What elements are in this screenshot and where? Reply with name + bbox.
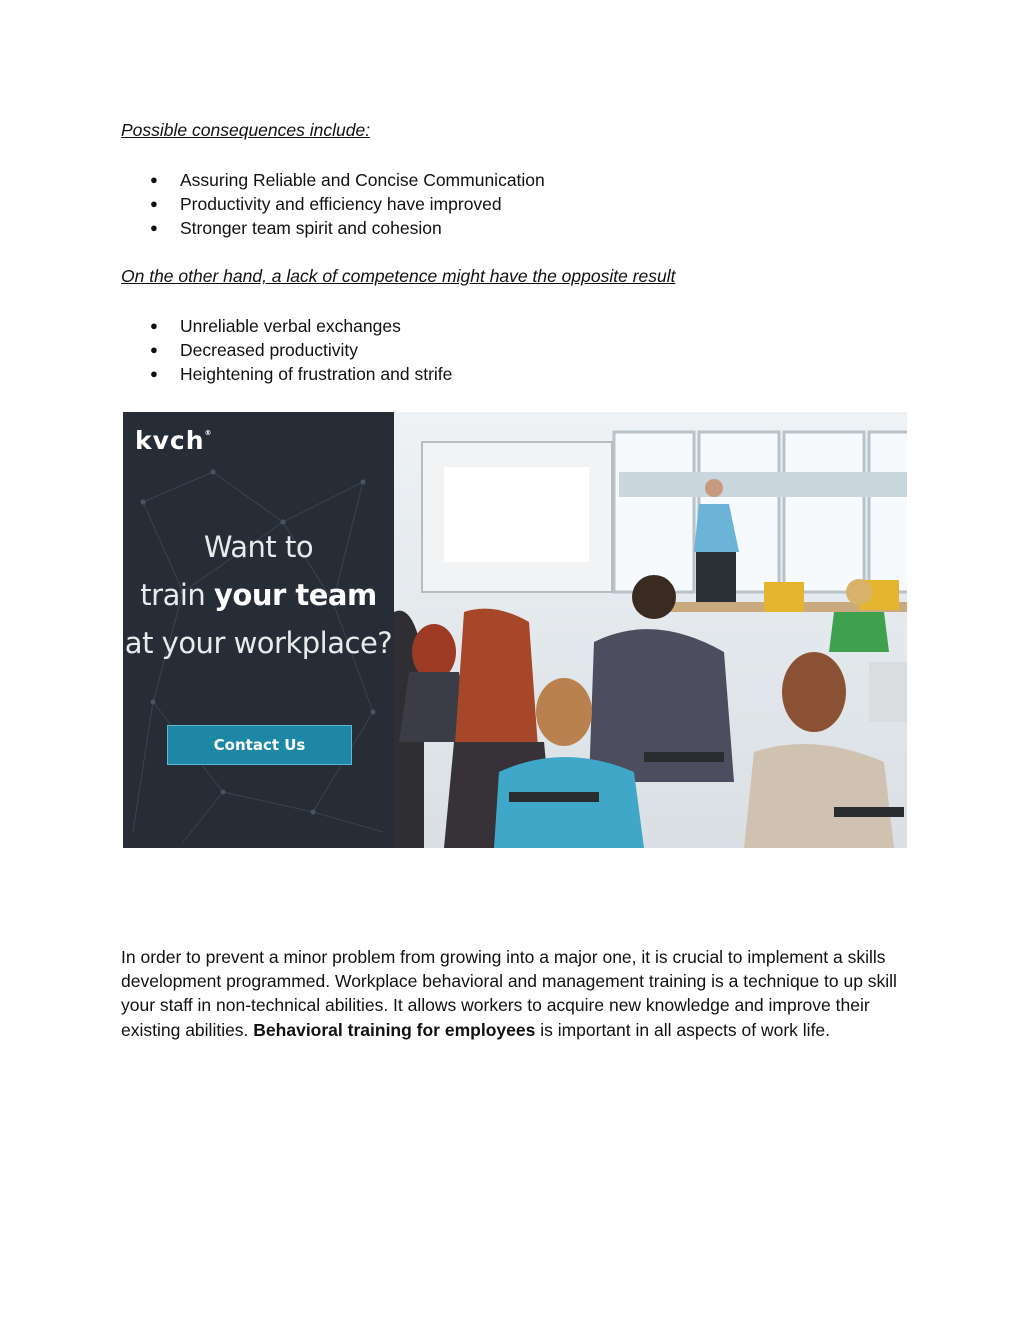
list-item: ● Productivity and efficiency have improved [150,194,502,214]
classroom-training-photo [394,412,907,848]
promo-headline-line3: at your workplace? [124,626,393,660]
consequences-list [150,168,545,240]
kvch-logo: kvch® [135,426,213,455]
skills-development-paragraph: In order to prevent a minor problem from growing into a major one, it is crucial to implement a skills development programmed. Workplace behavioral and management training is a technique to up skill your staff in non-technical abilities. It allows workers to acquire new knowledge and improve their existing abilities. Behavioral training for employees is important in all aspects of work life. [121,947,897,1040]
list-item: ● Unreliable verbal exchanges [150,316,401,336]
bold-emphasis: Behavioral training for employees [253,1019,536,1040]
bullet-icon: ● [150,172,158,187]
promo-panel [123,412,394,848]
promo-headline-line1: Want to [203,530,314,564]
list-item: ● Decreased productivity [150,340,358,360]
list-item: ● Stronger team spirit and cohesion [150,218,442,238]
contact-us-button[interactable]: Contact Us [167,725,352,765]
bullet-icon: ● [150,220,158,235]
bullet-icon: ● [150,366,158,381]
bullet-icon: ● [150,196,158,211]
promo-headline-line2: train your team [140,578,377,612]
list-item: ● Assuring Reliable and Concise Communication [150,170,545,190]
opposite-result-list [150,314,452,386]
bullet-icon: ● [150,318,158,333]
bullet-icon: ● [150,342,158,357]
opposite-result-heading: On the other hand, a lack of competence might have the opposite result [121,266,676,286]
training-promo-banner[interactable] [123,412,907,848]
consequences-heading: Possible consequences include: [121,120,371,140]
list-item: ● Heightening of frustration and strife [150,364,453,384]
